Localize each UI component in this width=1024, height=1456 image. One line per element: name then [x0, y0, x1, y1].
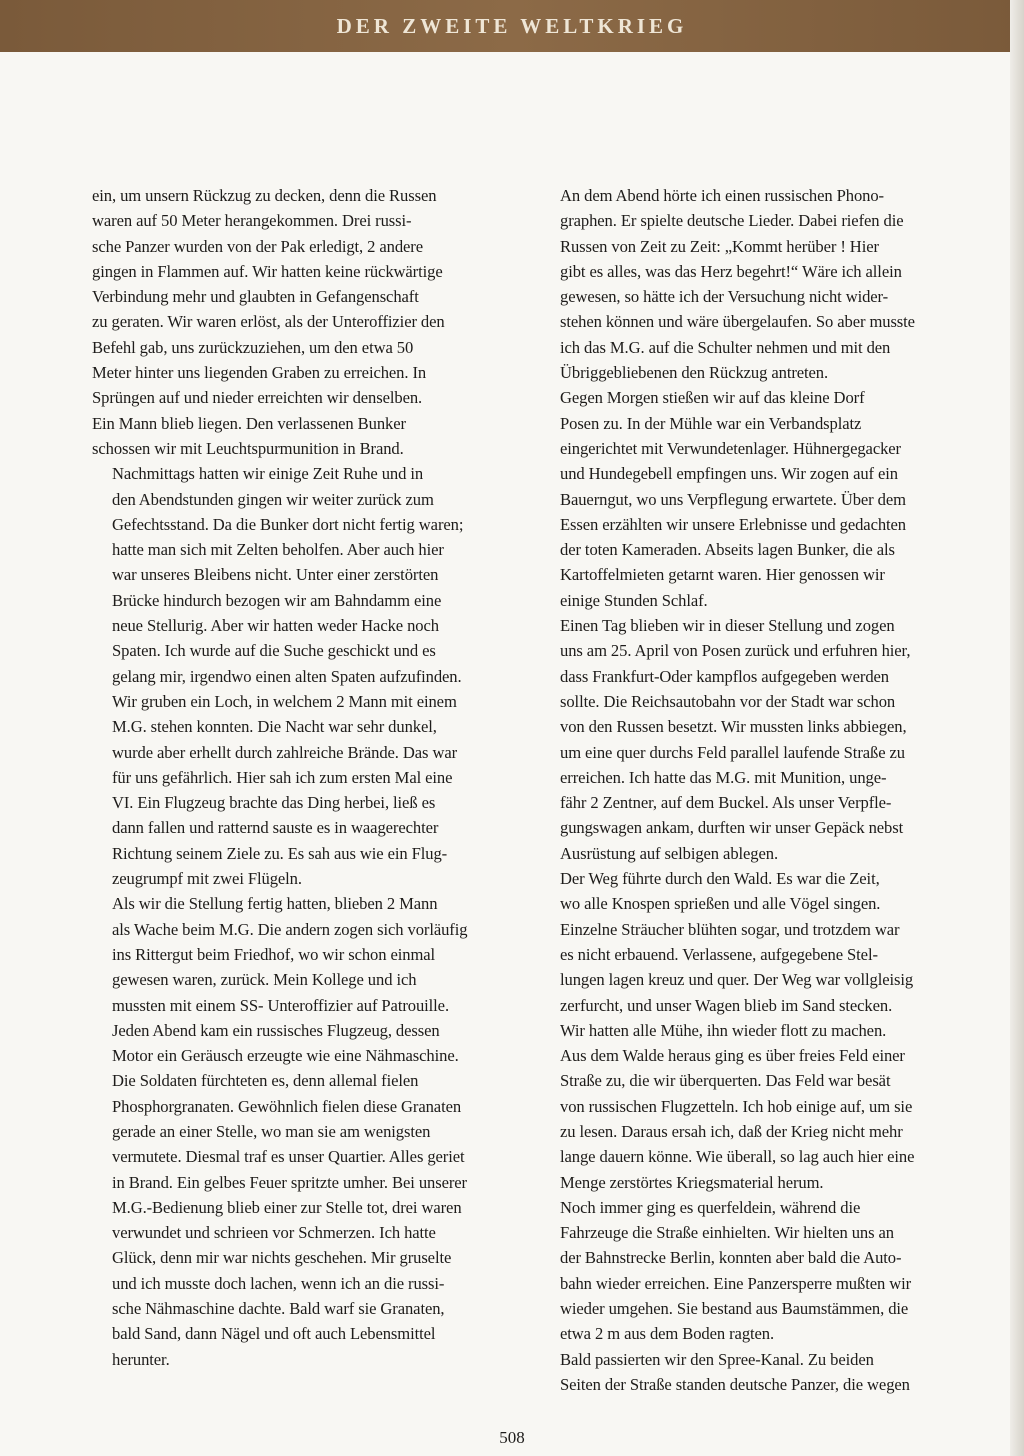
text-line: es nicht erbauend. Verlassene, aufgegebene Stel- [560, 944, 878, 964]
text-line: und Hundegebell empfingen uns. Wir zogen auf ein [560, 464, 898, 484]
page-number: 508 [499, 1428, 525, 1447]
text-line: Noch immer ging es querfeldein, während die [560, 1197, 861, 1217]
paragraph [92, 1018, 504, 1372]
text-line: vermutete. Diesmal traf es unser Quartier. Alles geriet [112, 1147, 465, 1167]
text-line: zeugrumpf mit zwei Flügeln. [112, 869, 302, 889]
text-line: Die Soldaten fürchteten es, denn allemal fielen [112, 1071, 419, 1091]
text-line: Russen von Zeit zu Zeit: „Kommt herüber ! Hier [560, 236, 879, 256]
text-line: waren auf 50 Meter herangekommen. Drei russi- [92, 211, 412, 231]
paragraph [540, 1195, 954, 1347]
text-line: der toten Kameraden. Abseits lagen Bunker, die als [560, 540, 895, 560]
text-line: VI. Ein Flugzeug brachte das Ding herbei, ließ es [112, 793, 436, 813]
text-line: wo alle Knospen sprießen und alle Vögel singen. [560, 894, 881, 914]
text-line: gewesen, so hätte ich der Versuchung nicht wider- [560, 287, 889, 307]
text-line: ein, um unsern Rückzug zu decken, denn die Russen [92, 186, 437, 205]
text-line: stehen können und wäre übergelaufen. So aber musste [560, 312, 915, 332]
text-line: lange dauern könne. Wie überall, so lag auch hier eine [560, 1147, 915, 1167]
text-line: graphen. Er spielte deutsche Lieder. Dabei riefen die [560, 211, 904, 231]
right-text-column [540, 183, 954, 1397]
text-line: Gegen Morgen stießen wir auf das kleine Dorf [560, 388, 865, 408]
text-line: Wir hatten alle Mühe, ihn wieder flott zu machen. [560, 1020, 887, 1040]
paragraph [92, 183, 504, 461]
text-line: Posen zu. In der Mühle war ein Verbandsplatz [560, 413, 862, 433]
text-line: Jeden Abend kam ein russisches Flugzeug, dessen [112, 1020, 440, 1040]
text-line: Brücke hindurch bezogen wir am Bahndamm eine [112, 590, 442, 610]
text-line: Als wir die Stellung fertig hatten, blieben 2 Mann [112, 894, 438, 914]
text-line: lungen lagen kreuz und quer. Der Weg war vollgleisig [560, 970, 914, 990]
text-line: wurde aber erhellt durch zahlreiche Brände. Das war [112, 742, 458, 762]
text-line: Glück, denn mir war nichts geschehen. Mir gruselte [112, 1248, 452, 1268]
text-line: dass Frankfurt-Oder kampflos aufgegeben werden [560, 666, 890, 686]
text-line: Der Weg führte durch den Wald. Es war die Zeit, [560, 869, 880, 889]
text-line: herunter. [112, 1349, 170, 1369]
text-line: und ich musste doch lachen, wenn ich an die russi- [112, 1273, 445, 1293]
page-edge-shadow [1010, 0, 1024, 1456]
text-line: verwundet und schrieen vor Schmerzen. Ich hatte [112, 1223, 436, 1243]
text-line: als Wache beim M.G. Die andern zogen sich vorläufig [112, 919, 468, 939]
text-line: Essen erzählten wir unsere Erlebnisse und gedachten [560, 514, 907, 534]
paragraph [92, 461, 504, 891]
text-line: um eine quer durchs Feld parallel laufende Straße zu [560, 742, 905, 762]
text-line: gelang mir, irgendwo einen alten Spaten aufzufinden. [112, 666, 462, 686]
text-line: den Abendstunden gingen wir weiter zurück zum [112, 489, 434, 509]
paragraph [540, 183, 954, 385]
text-line: M.G.-Bedienung blieb einer zur Stelle tot, drei waren [112, 1197, 462, 1217]
text-line: Seiten der Straße standen deutsche Panzer, die wegen [560, 1374, 910, 1394]
text-line: Nachmittags hatten wir einige Zeit Ruhe und in [112, 464, 424, 484]
paragraph [540, 385, 954, 613]
paragraph [540, 866, 954, 1043]
paragraph [540, 1347, 954, 1398]
text-line: Gefechtsstand. Da die Bunker dort nicht fertig waren; [112, 514, 464, 534]
text-line: An dem Abend hörte ich einen russischen Phono- [560, 186, 884, 205]
text-line: einige Stunden Schlaf. [560, 590, 708, 610]
text-line: eingerichtet mit Verwundetenlager. Hühnergegacker [560, 438, 901, 458]
text-line: Bauerngut, wo uns Verpflegung erwartete. Über dem [560, 489, 906, 509]
text-line: Einzelne Sträucher blühten sogar, und trotzdem war [560, 919, 900, 939]
text-line: zu geraten. Wir waren erlöst, als der Unteroffizier den [92, 312, 445, 332]
text-line: fähr 2 Zentner, auf dem Buckel. Als unser Verpfle- [560, 793, 892, 813]
text-line: Menge zerstörtes Kriegsmaterial herum. [560, 1172, 824, 1192]
text-line: Spaten. Ich wurde auf die Suche geschickt und es [112, 641, 436, 661]
text-line: gewesen waren, zurück. Mein Kollege und ich [112, 970, 417, 990]
text-line: Ausrüstung auf selbigen ablegen. [560, 843, 778, 863]
text-line: der Bahnstrecke Berlin, konnten aber bald die Auto- [560, 1248, 902, 1268]
text-line: wieder umgehen. Sie bestand aus Baumstämmen, die [560, 1299, 909, 1319]
text-line: zu lesen. Daraus ersah ich, daß der Krieg nicht mehr [560, 1121, 903, 1141]
text-line: hatte man sich mit Zelten beholfen. Aber auch hier [112, 540, 444, 560]
left-text-column [92, 183, 504, 1372]
running-header-title: DER ZWEITE WELTKRIEG [336, 13, 688, 38]
text-line: sche Panzer wurden von der Pak erledigt, 2 andere [92, 236, 423, 256]
text-line: schossen wir mit Leuchtspurmunition in Brand. [92, 438, 404, 458]
text-line: Bald passierten wir den Spree-Kanal. Zu beiden [560, 1349, 874, 1369]
text-line: Befehl gab, uns zurückzuziehen, um den etwa 50 [92, 337, 414, 357]
text-line: von den Russen besetzt. Wir mussten links abbiegen, [560, 717, 907, 737]
text-line: in Brand. Ein gelbes Feuer spritzte umher. Bei unserer [112, 1172, 467, 1192]
text-line: gibt es alles, was das Herz begehrt!“ Wäre ich allein [560, 261, 902, 281]
text-line: Sprüngen auf und nieder erreichten wir denselben. [92, 388, 423, 408]
text-line: Übriggebliebenen den Rückzug antreten. [560, 363, 829, 383]
text-line: gungswagen ankam, durften wir unser Gepäck nebst [560, 818, 904, 838]
text-line: M.G. stehen konnten. Die Nacht war sehr dunkel, [112, 717, 437, 737]
text-line: bahn wieder erreichen. Eine Panzersperre mußten wir [560, 1273, 912, 1293]
paragraph [540, 613, 954, 866]
text-line: dann fallen und ratternd sauste es in waagerechter [112, 818, 439, 838]
text-line: Straße zu, die wir überquerten. Das Feld war besät [560, 1071, 891, 1091]
text-line: Meter hinter uns liegenden Graben zu erreichen. In [92, 363, 427, 383]
text-line: mussten mit einem SS- Unteroffizier auf Patrouille. [112, 995, 450, 1015]
text-line: ins Rittergut beim Friedhof, wo wir schon einmal [112, 944, 436, 964]
text-line: Kartoffelmieten getarnt waren. Hier genossen wir [560, 565, 885, 585]
text-line: Phosphorgranaten. Gewöhnlich fielen diese Granaten [112, 1096, 462, 1116]
text-line: Einen Tag blieben wir in dieser Stellung und zogen [560, 616, 895, 636]
text-line: Ein Mann blieb liegen. Den verlassenen Bunker [92, 413, 406, 433]
text-line: etwa 2 m aus dem Boden ragten. [560, 1324, 775, 1344]
text-line: war unseres Bleibens nicht. Unter einer zerstörten [112, 565, 439, 585]
text-line: Verbindung mehr und glaubten in Gefangenschaft [92, 287, 419, 307]
text-line: Aus dem Walde heraus ging es über freies Feld einer [560, 1046, 905, 1066]
text-line: erreichen. Ich hatte das M.G. mit Munition, unge- [560, 767, 887, 787]
text-line: gingen in Flammen auf. Wir hatten keine rückwärtige [92, 261, 443, 281]
running-header [0, 0, 1024, 52]
text-line: sche Nähmaschine dachte. Bald warf sie Granaten, [112, 1299, 445, 1319]
text-line: sollte. Die Reichsautobahn vor der Stadt war schon [560, 691, 896, 711]
text-line: Richtung seinem Ziele zu. Es sah aus wie ein Flug- [112, 843, 448, 863]
text-line: Wir gruben ein Loch, in welchem 2 Mann mit einem [112, 691, 457, 711]
text-line: gerade an einer Stelle, wo man sie am wenigsten [112, 1121, 431, 1141]
text-line: für uns gefährlich. Hier sah ich zum ersten Mal eine [112, 767, 453, 787]
text-line: zerfurcht, und unser Wagen blieb im Sand stecken. [560, 995, 893, 1015]
text-line: Fahrzeuge die Straße einhielten. Wir hielten uns an [560, 1223, 894, 1243]
text-line: neue Stellurig. Aber wir hatten weder Hacke noch [112, 616, 439, 636]
text-line: von russischen Flugzetteln. Ich hob einige auf, um sie [560, 1096, 913, 1116]
paragraph [92, 891, 504, 1017]
text-line: bald Sand, dann Nägel und oft auch Lebensmittel [112, 1324, 436, 1344]
text-line: ich das M.G. auf die Schulter nehmen und mit den [560, 337, 891, 357]
paragraph [540, 1043, 954, 1195]
text-line: Motor ein Geräusch erzeugte wie eine Nähmaschine. [112, 1046, 459, 1066]
text-line: uns am 25. April von Posen zurück und erfuhren hier, [560, 641, 911, 661]
